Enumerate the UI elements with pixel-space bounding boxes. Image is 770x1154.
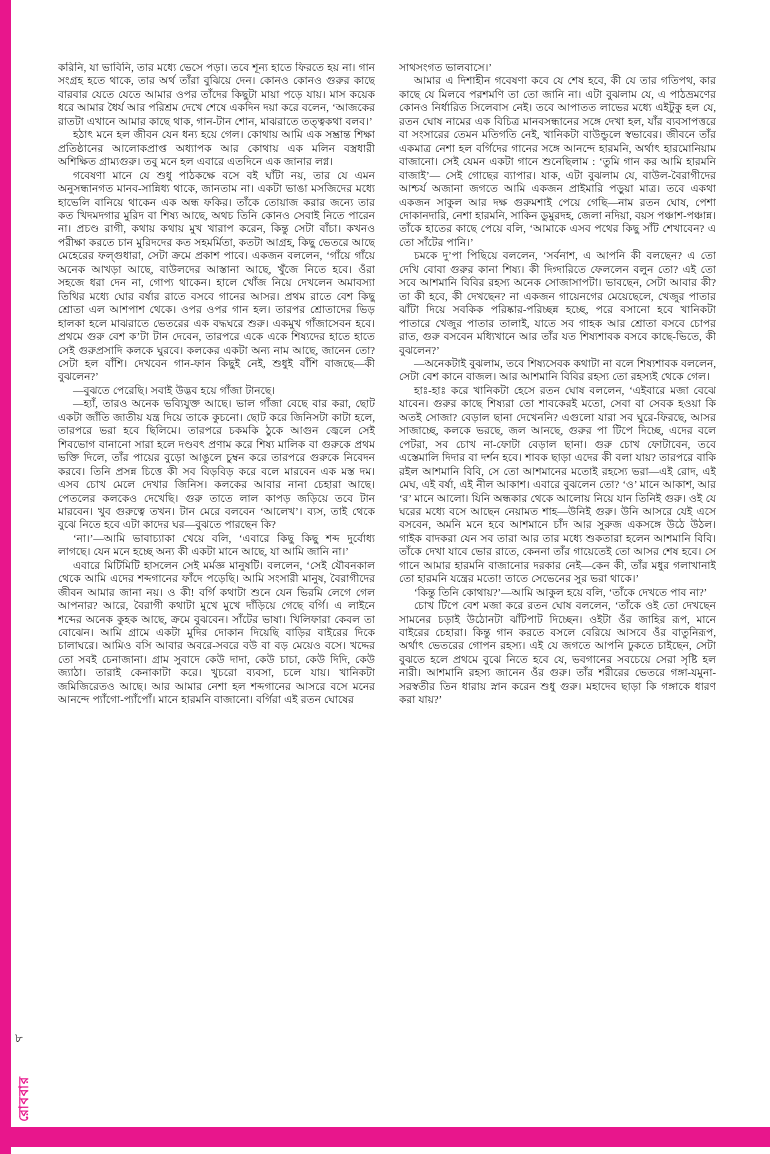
paragraph: সাথসংগত ভালবাসে।’: [399, 63, 492, 74]
paragraph: আমার এ দিশাহীন গবেষণা কবে যে শেষ হবে, কী যে তার গতিপথ, কার কাছে যে মিলবে পরশমণি তা তো জানি না। এটা বুঝলাম যে, এ পাঠভ্রমণের কোনও নির্ধারিত সিলেবাস নেই। তবে আপাতত লাভের মধ্যে এইটুকু হল যে, রতন ঘোষ নামের এক বিচিত্র মানবসন্ধানের সঙ্গে দেখা হল, যাঁর ব্যবসাপত্তরে বা সংসারের তেমন মতিগতি নেই, খানিকটা বাউন্ডুলে স্বভাবের। জীবনে তাঁর একমাত্র নেশা হল বর্গিদের গানের সঙ্গে আনন্দে হারমনি, অর্থাৎ হারমোনিয়াম বাজানো। সেই যেমন একটা গানে শুনেছিলাম : ‘তুমি গান কর আমি হারমনি বাজাই’— সেই গোছের ব্যাপার। যাক, এটা বুঝলাম যে, বাউল-বৈরাগীদের আশ্চর্য অজানা জগতে আমি একজন প্রাইমারি পড়ুয়া মাত্র। তবে একথা একজন সাকুল আর দক্ষ গুরুমশাই পেয়ে গেছি—নাম রতন ঘোষ, পেশা দোকানদারি, নেশা হারমনি, সাকিন ডুমুরদহ, জেলা নদিয়া, বয়স পঞ্চাশ-পঞ্চান্ন। তাঁকে হাতের কাছে পেয়ে বলি, ‘আমাকে এসব পথের কিছু সাঁট শেখাবেন? এ তো সাঁটের পানি।’: [399, 76, 716, 249]
left-accent-bar: [0, 0, 11, 1154]
paragraph: হঠাৎ মনে হল জীবন যেন ধন্য হয়ে গেল। কোথায় আমি এক সম্ভ্রান্ত শিক্ষা প্রতিষ্ঠানের আলোকপ্রাপ্ত অধ্যাপক আর কোথায় এক মলিন বস্ত্রধারী অশিক্ষিত গ্রাম্যগুরু। তবু মনে হল এবারে এতদিনে এক জানার লগ্ন।: [58, 130, 375, 169]
bottom-accent-bar: [0, 1127, 770, 1147]
article-body: [58, 62, 716, 1108]
paragraph: চোখ টিপে বেশ মজা করে রতন ঘোষ বললেন, ‘তাঁকে ওই তো দেখছেন সামনের চড়াই উঠোনটা ঝাঁটপাট দিচ্ছেন। ওইটা ওঁর জাহির রূপ, মানে বাইরের চেহারা। কিন্তু গান করতে বসলে বেরিয়ে আসবে ওঁর বাতুনিরূপ, অর্থাৎ ভেতরের গোপন রহস্য। এই যে জগতে আপনি ঢুকতে চাইছেন, সেটা বুঝতে হলে প্রথমে বুঝে নিতে হবে যে, ভবগানের সবচেয়ে সেরা সৃষ্টি হল নারী। আশমানি রহস্য জানেন ওঁর গুরু। তাঁর শরীরের ভেতরে গঙ্গা-যমুনা-সরস্বতীর তিন ধারায় স্নান করেন শুধু গুরু। মহাদেব ছাড়া কি গঙ্গাকে ধারণ করা যায়?’: [399, 601, 716, 707]
magazine-name-vertical: রোববার: [16, 1076, 31, 1122]
paragraph: করিনি, যা ভাবিনি, তার মধ্যে ভেসে পড়া। তবে শূন্য হাতে ফিরতে হয় না। গান সংগ্রহ হতে থাকে, তার অর্থ তাঁরা বুঝিয়ে দেন। কোনও কোনও গুরুর কাছে বারবার যেতে যেতে আমার ওপর তাঁদের কিছুটা মায়া পড়ে যায়। মাস কয়েক ধরে আমার ধৈর্য আর পরিশ্রম দেখে শেষে একদিন দয়া করে বলেন, ‘আজকের রাতটা এখানে আমার কাছে থাক, গান-টান শোন, মাঝরাতে তত্ত্বকথা বলব।’: [58, 63, 375, 128]
paragraph: —বুঝতে পেরেছি। সবাই উদ্ভব হয়ে গাঁজা টানছে।: [73, 385, 276, 397]
left-column: [58, 62, 375, 1108]
paragraph: চমকে দু’পা পিছিয়ে বললেন, ‘সর্বনাশ, এ আপনি কী বলছেন? এ তো দেখি বোবা গুরুর কানা শিষ্য। কী দিগ্দারিতে ফেললেন বলুন তো? এই তো সবে আশমানি বিবির রহস্য অনেক সোজাসাপটা। ভাবছেন, সেটা আবার কী? তা কী হবে, কী দেখছেন? না একজন গায়েনগের মেয়েছেলে, খেজুর পাতার ঝাঁটা দিয়ে সবকিক পরিষ্কার-পরিচ্ছন্ন হচ্ছে, পরে বসানো হবে খানিকটা পাতারে খেজুর পাতার তালাই, যাতে সব গাহক আর শ্রোতা বসবে চোপর রাত, গুরু বসবেন মধ্যিখানে আর তাঁর যত শিষ্যশাবক বসবে কাছে-ভিতে, কী বুঝলেন?’: [399, 251, 716, 357]
paragraph: গবেষণা মানে যে শুধু পাঠকক্ষে বসে বই ঘাঁটা নয়, তার যে এমন অনুসন্ধানগত মানব-সান্নিধ্য থাকে, জানতাম না। একটা ভাঙা মসজিদের মধ্যে হাভেলি বানিয়ে থাকেন এক অন্ধ ফকির। তাঁকে তোয়াজ করার জন্যে তার কত খিদমদগার মুরিদ বা শিষ্য আছে, অথচ তিনি কোনও সেবাই নিতে পারেন না। প্রচণ্ড রাগী, কথায় কথায় মুখ খারাপ করেন, কিন্তু সেটা বাঁচা। কখনও পরীক্ষা করতে চান মুরিদদের কত সহমর্মিতা, কতটা আগ্রহ, কিছু ভেতরে আছে মেহেরের ফল্গুধারা, সেটা ক্রমে প্রকাশ পাবে। একজন বললেন, ‘গাঁয়ে গাঁয়ে অনেক আখড়া আছে, বাউলদের আস্তানা আছে, খুঁজে নিতে হবে। ওঁরা সহজে ধরা দেন না, গোপ্য থাকেন। হালে খোঁজ নিয়ে দেখলেন অমাবস্যা তিথির মধ্যে ঘোর বর্ষার রাতে বসবে গানের আসর। প্রথম রাতে বেশ কিছু শ্রোতা এল আশপাশ থেকে। ওপর ওপর গান হল। তারপর শ্রোতাদের ভিড় হালকা হলে মাঝরাতে ভেতরের এক বদ্ধঘরে শুরু। একমুখ গাঁজাসেবন হবে। প্রথমে গুরু বেশ ক’টা টান দেবেন, তারপরে একে একে শিষ্যদের হাতে হাতে সেই গুরুপ্রসাদি কলকে ঘুরবে। কলকের একটা অন্য নাম আছে, জানেন তো? সেটা হল বাঁশি। দেখবেন গান-ফান কিছুই নেই, শুধুই বাঁশি বাজছে—কী বুঝলেন?’: [58, 170, 375, 384]
right-column: [399, 62, 716, 1108]
paragraph: ‘না।’—আমি ভাবাচ্যাকা খেয়ে বলি, ‘এবারে কিছু কিছু শব্দ দুর্বোধ্য লাগছে। যেন মনে হচ্ছে অন্য কী একটা মানে আছে, যা আমি জানি না।’: [58, 533, 375, 559]
paragraph: ‘কিন্তু তিনি কোথায়?’—আমি আকুল হয়ে বলি, ‘তাঁকে দেখতে পাব না?’: [414, 587, 708, 599]
paragraph: এবারে মিটিমিটি হাসলেন সেই মর্মজ্ঞ মানুষটি। বললেন, ‘সেই যৌবনকাল থেকে আমি এদের শব্দগানের ফাঁদে পড়েছি। আমি সংসারী মানুষ, বৈরাগীদের জীবন আমার জানা নয়। ও কী! বর্গি কথাটা শুনে যেন ভিরমি লেগে গেল আপনার? আরে, বৈরাগী কথাটা মুখে মুখে দাঁড়িয়ে গেছে বর্গি। এ লাইনে শব্দের অনেক কুহক আছে, ক্রমে বুঝবেন। সাঁটের ভাষা। খিলিফারা কেবল তা বোঝেন। আমি গ্রামে একটা মুদির দোকান দিয়েছি বাড়ির বাইরের দিকে চালাঘরে। আমিও বসি আবার অবরে-সবরে বউ বা বড় মেয়েও বসে। খদ্দের তো সবই চেনাজানা। গ্রাম সুবাদে কেউ দাদা, কেউ চাচা, কেউ দিদি, কেউ জ্যাঠা। তারাই কেনাকাটা করে। খুচরো ব্যবসা, চলে যায়। খানিকটা জমিজিরেতও আছে। আর আমার নেশা হল শব্দগানের আসরে বসে মনের আনন্দে প্যাঁগো-প্যাঁপোঁ। মানে হারমনি বাজানো। বর্গিরা এই রতন ঘোষের: [58, 560, 375, 707]
page-number: ৮: [15, 1031, 23, 1045]
paragraph: হাঃ-হাঃ করে খানিকটা হেসে রতন ঘোষ বললেন, ‘এইবারে মজা বেঝে যাবেন। গুরুর কাছে শিষ্যরা তো শাবকেরই মতো, সেবা বা সেবক হওয়া কি অতই সোজা? বেড়াল ছানা দেখেননি? এগুলো যারা সব ঘুরে-ফিরছে, আসর সাজাচ্ছে, কলকে ভরছে, জল আনছে, গুরুর পা টিপে দিচ্ছে, এদের বলে পেটরা, সব চোখ না-ফোটা বেড়াল ছানা। গুরু চোখ ফোটাবেন, তবে এস্তেমালি দিদার বা দর্শন হবে। শাবক ছাড়া এদের কী বলা যায়? তারপরে বাকি রইল আশমানি বিবি, সে তো আশমানের মতোই রহস্যে ভরা—এই রোদ, এই মেঘ, এই বর্ষা, এই নীল আকাশ। এবারে বুঝলেন তো? ‘ও’ মানে আকাশ, আর ‘র’ মানে আলো। যিনি অন্ধকার থেকে আলোয় নিয়ে যান তিনিই গুরু। ওই যে ঘরের মধ্যে বসে আছেন নেয়ামত শাহ—উনিই গুরু। উনি আসরে যেই এসে বসবেন, অমনি মনে হবে আশমানে চাঁদ আর সুরুজ একসঙ্গে উঠে উঠল। গাইক বাদকরা যেন সব তারা আর তার মধ্যে শুকতারা হলেন আশমানি বিবি। তাঁকে দেখা যাবে ভোর রাতে, কেননা তাঁর গায়েতেই তো আসর শেষ হবে। সে গানে আমার হারমনি বাজানোর দরকার নেই—কেন কী, তাঁর মধুর গলাখানাই তো হারমনি যন্ত্রের মতো! তাতে সেভেনের সুর ভরা থাকে।’: [399, 385, 716, 586]
paragraph: —অনেকটাই বুঝলাম, তবে শিষ্যসেবক কথাটা না বলে শিষ্যশাবক বললেন, সেটা বেশ কানে বাজল। আর আশমানি বিবির রহস্য তো রহস্যই থেকে গেল।: [399, 358, 716, 384]
paragraph: —হ্যাঁ, তারও অনেক ভব্যিযুক্ত আছে। ভাল গাঁজা বেছে বার করা, ছোট একটা জাঁতি জাতীয় যন্ত্র দিয়ে তাকে কুচনো। ছোট করে জিনিসটা কাটা হলে, তারপরে ভরা হবে ছিলিমে। তারপরে চকমকি ঠুকে আগুন জ্বেলে সেই শিবভোগ বানানো সারা হলে দণ্ডবৎ প্রণাম করে শিষ্য মালিক বা গুরুকে প্রথম ভক্তি দিলে, তাঁর পায়ের বুড়ো আঙুলে চুম্বন করে তারপরে গুরুকে নিবেদন করবে। তিনি প্রসন্ন চিত্তে কী সব বিড়বিড় করে বলে মারবেন এক মস্ত দম। এসব চোখ মেলে দেখার জিনিস। কলকের আবার নানা চেহারা আছে। পেতলের কলকেও দেখেছি। গুরু তাতে লাল কাপড় জড়িয়ে তবে টান মারবেন। খুব গুরুত্বে তখন। টান মেরে বলবেন ‘আলেখ’। ব্যস, তাই থেকে বুঝে নিতে হবে এটা কাদের ঘর—বুঝতে পারছেন কি?: [58, 399, 375, 532]
